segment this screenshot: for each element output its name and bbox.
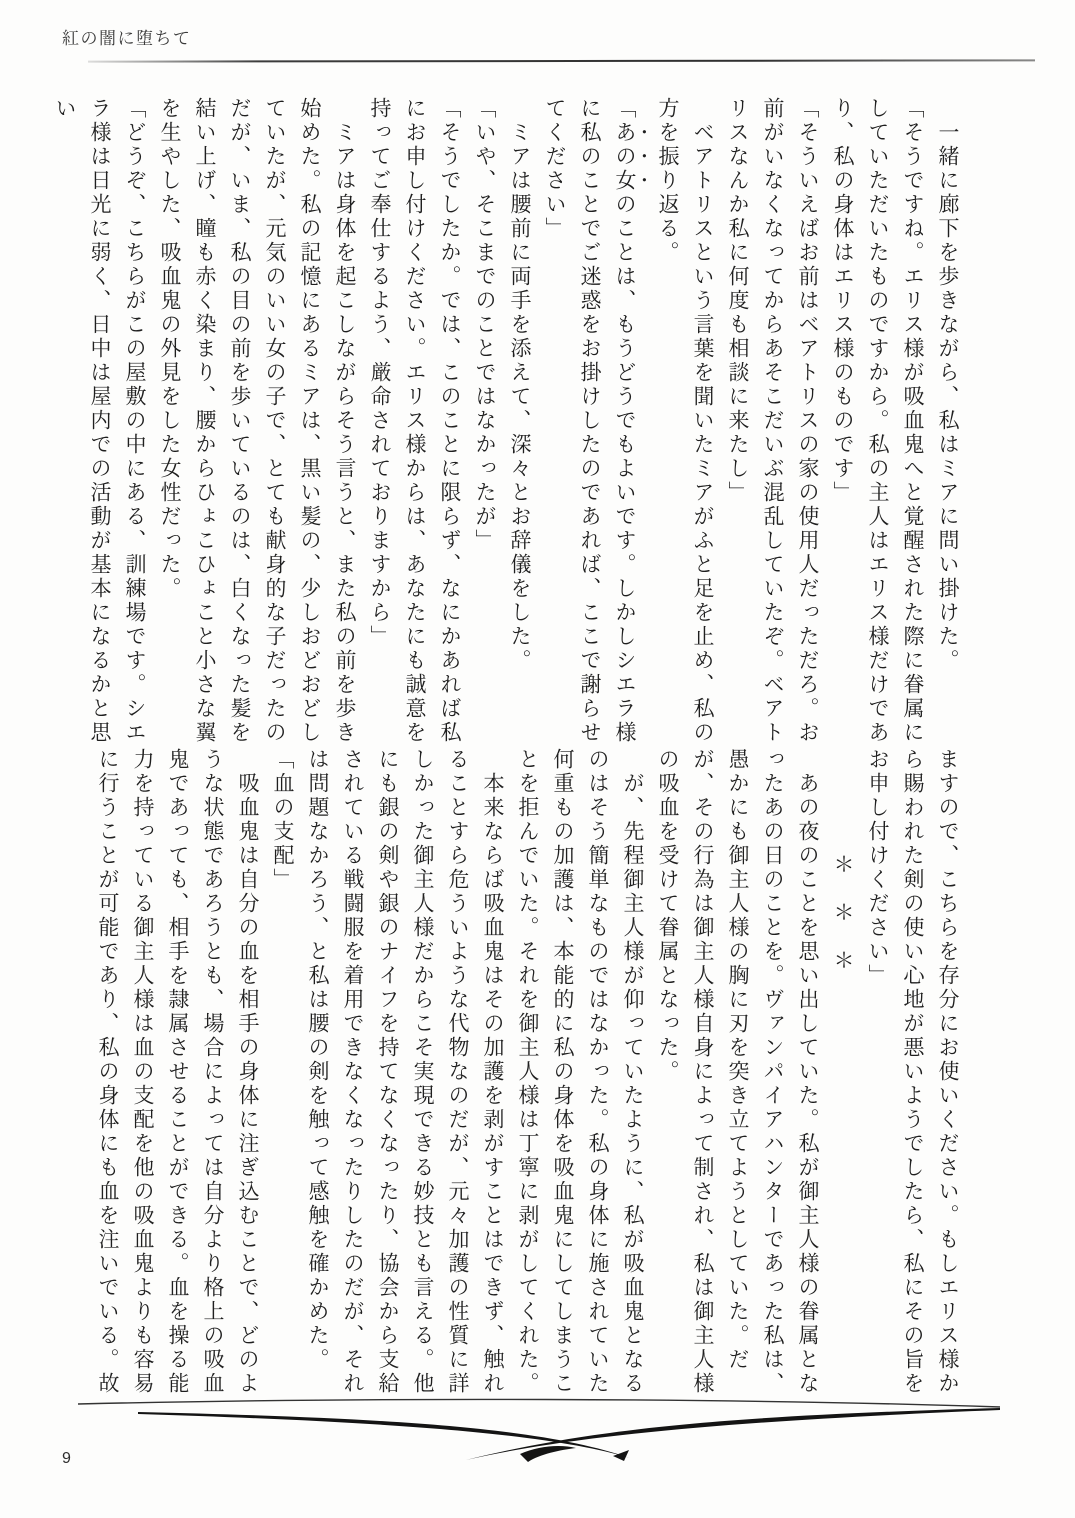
dialogue-line: 「そうでしたか。では、このことに限らず、なにかあれば私にお申し付けください。エリス様からは、あなたにも誠意を持ってご奉仕するよう、厳命されておりますから」 (368, 97, 462, 745)
paragraph: ミアは腰前に両手を添えて、深々とお辞儀をした。 (508, 121, 532, 673)
top-text-block (53, 97, 965, 749)
flourish-divider-icon (68, 1396, 1008, 1468)
dialogue-line: 「どうぞ、こちらがこの屋敷の中にある、訓練場です。シエラ様は日光に弱く、日中は屋内での活動が基本になるかと思い (53, 97, 147, 745)
emphasized-text: あの女 (613, 121, 637, 193)
dialogue-open-quote: 「 (613, 97, 637, 121)
section-break-asterisks: ＊ ＊ ＊ (831, 853, 855, 973)
dialogue-line: 「そういえばお前はベアトリスの家の使用人だっただろ。お前がいなくなってからあそこだいぶ混乱していたぞ。ベアトリスなんか私に何度も相談に来たし」 (726, 97, 820, 745)
term-line: 「血の支配」 (271, 748, 295, 892)
dialogue-line: 「いや、そこまでのことではなかったが」 (473, 97, 497, 553)
paragraph: ベアトリスという言葉を聞いたミアがふと足を止め、私の方を振り返る。 (656, 97, 715, 745)
paragraph: ミアは身体を起こしながらそう言うと、また私の前を歩き始めた。私の記憶にあるミアは、黒い髪の、少しおどおどしていたが、元気のいい女の子で、とても献身的な子だったのだが、いま、私の目の前を歩いているのは、白くなった髪を結い上げ、瞳も赤く染まり、腰からひょこひょこと小さな翼を生やした、吸血鬼の外見をした女性だった。 (158, 97, 357, 745)
bottom-text-block (83, 748, 965, 1403)
dialogue-rest: のことは、もうどうでもよいです。しかしシエラ様に私のことでご迷惑をお掛けしたのであれば、ここで謝らせてください」 (543, 97, 637, 745)
paragraph: が、先程御主人様が仰っていたように、私が吸血鬼となるのはそう簡単なものではなかった。私の身体に施されていた何重もの加護は、本能的に私の身体を吸血鬼にしてしまうことを拒んでいた。それを御主人様は丁寧に剥がしてくれた。 (516, 748, 645, 1396)
dialogue-line: ますので、こちらを存分にお使いください。もしエリス様から賜われた剣の使い心地が悪いようでしたら、私にその旨をお申し付けください」 (866, 748, 960, 1396)
running-header-title: 紅の闇に堕ちて (62, 29, 192, 48)
paragraph: 吸血鬼は自分の血を相手の身体に注ぎ込むことで、どのような状態であろうとも、場合によっては自分より格上の吸血鬼であっても、相手を隷属させることができる。血を操る能力を持っている御主人様は血の支配を他の吸血鬼よりも容易に行うことが可能であり、私の身体にも血を注いでいる。故 (96, 748, 260, 1396)
dialogue-line: 「そうですね。エリス様が吸血鬼へと覚醒された際に眷属にしていただいたものですから。私の主人はエリス様だけであり、私の身体はエリス様のものです」 (831, 97, 925, 745)
paragraph: 一緒に廊下を歩きながら、私はミアに問い掛けた。 (936, 121, 960, 673)
page-number: 9 (62, 1450, 71, 1467)
dialogue-line (537, 97, 650, 749)
paragraph: 本来ならば吸血鬼はその加護を剥がすことはできず、触れることすら危ういような代物なのだが、元々加護の性質に詳しかった御主人様だからこそ実現できる妙技とも言える。他にも銀の剣や銀のナイフを持てなくなったり、協会から支給されている戦闘服を着用できなくなったりしたのだが、それは問題なかろう、と私は腰の剣を触って感触を確かめた。 (306, 748, 505, 1396)
header-divider (88, 59, 1035, 62)
paragraph: あの夜のことを思い出していた。私が御主人様の眷属となったあの日のことを。ヴァンパイアハンターであった私は、愚かにも御主人様の胸に刃を突き立てようとしていた。だが、その行為は御主人様自身によって制され、私は御主人様の吸血を受けて眷属となった。 (656, 748, 820, 1396)
